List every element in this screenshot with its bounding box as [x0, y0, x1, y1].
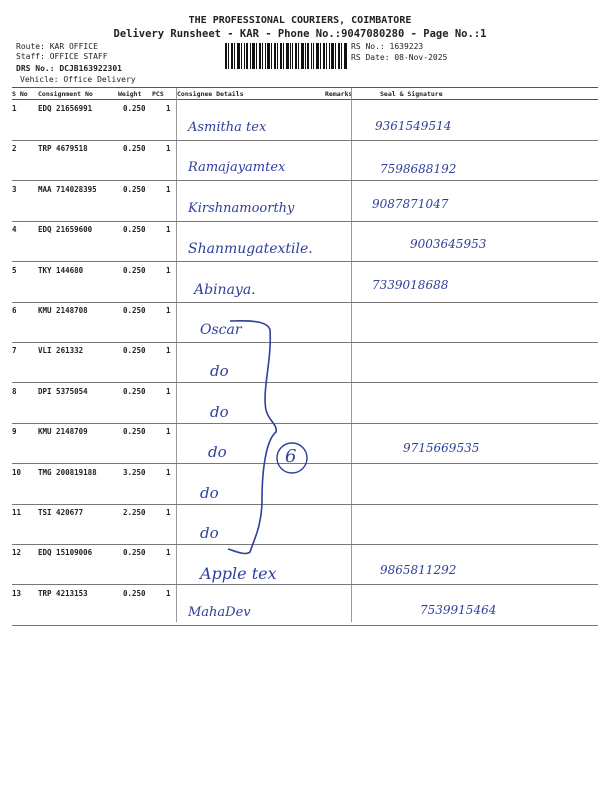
- cell-signature: 7539915464: [420, 602, 497, 617]
- cell-weight: 0.250: [123, 548, 146, 558]
- rs-number: RS No.: 1639223: [351, 42, 424, 51]
- cell-sno: 9: [12, 427, 17, 437]
- cell-sno: 13: [12, 588, 22, 598]
- rs-date: RS Date: 08-Nov-2025: [351, 53, 448, 62]
- col-header-weight: Weight: [118, 90, 142, 98]
- cell-consignee: Oscar: [200, 322, 242, 338]
- cell-weight: 0.250: [123, 386, 146, 396]
- cell-consignment: EDQ 21659600: [38, 225, 93, 235]
- cell-consignment: TSI 420677: [38, 508, 84, 517]
- cell-weight: 2.250: [123, 508, 146, 517]
- cell-sno: 1: [12, 104, 17, 113]
- drs-number: DRS No.: DCJB163922301: [16, 64, 122, 73]
- cell-consignment: VLI 261332: [38, 346, 84, 356]
- cell-weight: 0.250: [123, 184, 146, 194]
- cell-consignee: do: [200, 524, 219, 542]
- cell-sno: 7: [12, 346, 17, 356]
- cell-weight: 0.250: [123, 144, 146, 154]
- cell-consignee: Apple tex: [200, 564, 277, 584]
- cell-pcs: 1: [166, 265, 171, 275]
- cell-consignment: EDQ 15109006: [38, 548, 93, 558]
- cell-consignment: KMU 2148709: [38, 427, 88, 437]
- col-header-consignee: Consignee Details: [177, 90, 244, 98]
- cell-weight: 0.250: [123, 104, 146, 113]
- cell-pcs: 1: [166, 306, 171, 315]
- cell-sno: 3: [12, 184, 17, 194]
- cell-signature: 9865811292: [380, 563, 457, 578]
- cell-pcs: 1: [166, 225, 171, 235]
- cell-pcs: 1: [166, 386, 171, 396]
- cell-weight: 0.250: [123, 265, 146, 275]
- staff-label: Staff: OFFICE STAFF: [16, 52, 108, 61]
- cell-sno: 8: [12, 386, 17, 396]
- col-header-remarks: Remarks: [325, 90, 353, 98]
- col-header-pcs: PCS: [152, 90, 164, 98]
- cell-signature: 9003645953: [410, 237, 487, 252]
- cell-consignee: Ramajayamtex: [188, 160, 286, 176]
- cell-pcs: 1: [166, 548, 171, 558]
- cell-consignee: do: [200, 483, 219, 502]
- col-header-consignment: Consignment No: [38, 90, 93, 98]
- cell-signature: 9715669535: [403, 441, 480, 456]
- cell-weight: 0.250: [123, 306, 146, 315]
- cell-sno: 6: [12, 306, 17, 315]
- cell-sno: 11: [12, 508, 22, 517]
- col-header-sno: S No: [12, 90, 28, 98]
- cell-consignee: do: [210, 402, 229, 421]
- cell-pcs: 1: [166, 184, 171, 194]
- cell-signature: 7598688192: [380, 162, 457, 177]
- col-header-seal: Seal & Signature: [380, 90, 443, 98]
- vehicle-label: Vehicle: Office Delivery: [20, 75, 136, 84]
- cell-pcs: 1: [166, 427, 171, 437]
- cell-signature: 9361549514: [375, 119, 452, 133]
- cell-consignment: TRP 4213153: [38, 588, 88, 598]
- cell-consignee: Shanmugatextile.: [188, 241, 313, 258]
- cell-consignment: TKY 144680: [38, 265, 84, 275]
- cell-signature: 9087871047: [372, 196, 449, 211]
- cell-weight: 0.250: [123, 588, 146, 598]
- cell-signature: 7339018688: [372, 277, 449, 292]
- cell-consignment: TMG 200819188: [38, 467, 97, 477]
- cell-consignment: DPI 5375054: [38, 386, 88, 396]
- cell-consignee: Asmitha tex: [188, 120, 267, 135]
- cell-pcs: 1: [166, 467, 171, 477]
- cell-consignment: EDQ 21656991: [38, 104, 93, 113]
- cell-consignment: TRP 4679518: [38, 144, 88, 154]
- cell-consignee: Kirshnamoorthy: [188, 200, 295, 216]
- cell-weight: 0.250: [123, 346, 146, 356]
- cell-pcs: 1: [166, 104, 171, 113]
- cell-consignee: Abinaya.: [194, 281, 256, 298]
- cell-weight: 0.250: [123, 225, 146, 235]
- cell-sno: 12: [12, 548, 22, 558]
- runsheet-subtitle: Delivery Runsheet - KAR - Phone No.:9047080280 - Page No.:1: [113, 28, 487, 40]
- cell-sno: 4: [12, 225, 17, 235]
- cell-consignment: MAA 714028395: [38, 184, 97, 194]
- group-count: 6: [285, 446, 297, 467]
- cell-consignment: KMU 2148708: [38, 306, 88, 315]
- cell-pcs: 1: [166, 588, 171, 598]
- cell-sno: 10: [12, 467, 22, 477]
- cell-pcs: 1: [166, 144, 171, 154]
- cell-consignee: MahaDev: [188, 604, 251, 620]
- cell-pcs: 1: [166, 508, 171, 517]
- company-title: THE PROFESSIONAL COURIERS, COIMBATORE: [188, 15, 412, 26]
- cell-weight: 0.250: [123, 427, 146, 437]
- cell-sno: 2: [12, 144, 17, 154]
- cell-pcs: 1: [166, 346, 171, 356]
- cell-weight: 3.250: [123, 467, 146, 477]
- cell-consignee: do: [210, 362, 229, 381]
- route-label: Route: KAR OFFICE: [16, 42, 98, 51]
- cell-consignee: do: [208, 443, 227, 462]
- cell-sno: 5: [12, 265, 17, 275]
